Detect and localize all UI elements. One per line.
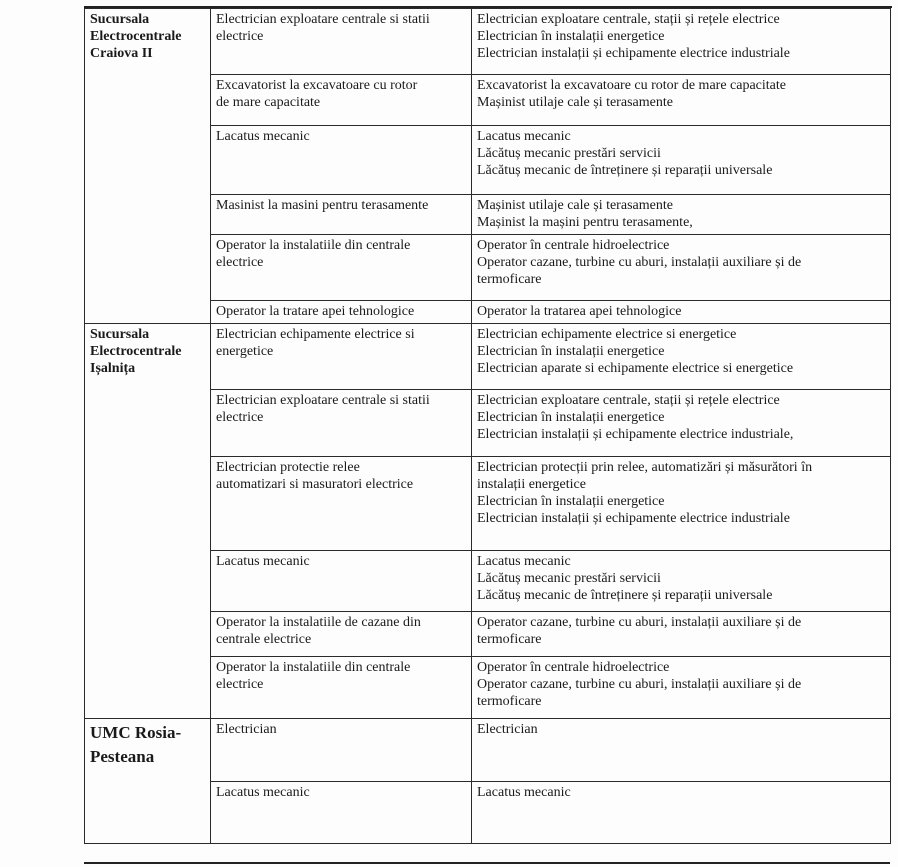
text-line: Electrician echipamente electrice si energetice <box>477 327 737 342</box>
text-line: Electrician în instalații energetice <box>477 344 665 359</box>
text-line: Mașinist utilaje cale și terasamente <box>477 95 673 110</box>
text-line: Lacatus mecanic <box>477 129 571 144</box>
function-cell <box>211 301 472 324</box>
occupations-cell <box>472 390 891 457</box>
occupations-cell <box>472 301 891 324</box>
text-line: Operator cazane, turbine cu aburi, instalații auxiliare și de <box>477 255 802 270</box>
text-line: Sucursala <box>90 12 150 27</box>
text-line: electrice <box>216 410 264 425</box>
text-line: Electrician echipamente electrice si <box>216 327 415 342</box>
text-line: Operator la instalatiile din centrale <box>216 660 411 675</box>
bottom-border <box>84 862 890 864</box>
text-line: Operator în centrale hidroelectrice <box>477 660 670 675</box>
text-line: Lăcătuș mecanic de întreținere și reparații universale <box>477 163 773 178</box>
text-line: Electrician în instalații energetice <box>477 29 665 44</box>
function-cell <box>211 782 472 844</box>
text-line: Electrician protecții prin relee, automatizări și măsurători în <box>477 460 813 475</box>
text-line: Electrician în instalații energetice <box>477 410 665 425</box>
text-line: automatizari si masuratori electrice <box>216 477 414 492</box>
text-line: termoficare <box>477 694 542 709</box>
text-line: Operator în centrale hidroelectrice <box>477 238 670 253</box>
function-cell <box>211 235 472 301</box>
function-cell <box>211 612 472 657</box>
occupations-cell <box>472 551 891 612</box>
function-cell <box>211 719 472 782</box>
text-line: Electrician <box>477 722 538 737</box>
text-line: Lăcătuș mecanic prestări servicii <box>477 571 661 586</box>
text-line: Electrician <box>216 722 277 737</box>
occupations-cell <box>472 657 891 719</box>
text-line: Electrician exploatare centrale si statii <box>216 393 430 408</box>
function-cell <box>211 390 472 457</box>
function-cell <box>211 126 472 195</box>
text-line: Electrician aparate si echipamente electrice si energetice <box>477 361 794 376</box>
text-line: Electrician exploatare centrale, stații și rețele electrice <box>477 393 780 408</box>
text-line: Mașinist utilaje cale și terasamente <box>477 198 673 213</box>
text-line: Lacatus mecanic <box>216 129 310 144</box>
text-line: Operator cazane, turbine cu aburi, instalații auxiliare și de <box>477 615 802 630</box>
text-line: Sucursala <box>90 327 150 342</box>
text-line: Operator la tratarea apei tehnologice <box>477 304 682 319</box>
text-line: Lacatus mecanic <box>477 554 571 569</box>
table-row <box>85 324 891 390</box>
table-row <box>85 719 891 782</box>
text-line: electrice <box>216 255 264 270</box>
occupations-cell <box>472 126 891 195</box>
occupations-cell <box>472 719 891 782</box>
text-line: instalații energetice <box>477 477 586 492</box>
occupations-cell <box>472 782 891 844</box>
branch-cell <box>85 324 211 719</box>
text-line: Lăcătuș mecanic prestări servicii <box>477 146 661 161</box>
text-line: Lacatus mecanic <box>477 785 571 800</box>
text-line: Operator la instalatiile din centrale <box>216 238 411 253</box>
text-line: centrale electrice <box>216 632 312 647</box>
text-line: Ișalnița <box>90 361 136 376</box>
text-line: Lăcătuș mecanic de întreținere și reparații universale <box>477 588 773 603</box>
text-line: Lacatus mecanic <box>216 785 310 800</box>
text-line: Operator la instalatiile de cazane din <box>216 615 421 630</box>
function-cell <box>211 75 472 126</box>
text-line: Electrician instalații și echipamente electrice industriale <box>477 46 790 61</box>
text-line: electrice <box>216 677 264 692</box>
occupations-cell <box>472 9 891 75</box>
occupations-cell <box>472 235 891 301</box>
text-line: energetice <box>216 344 274 359</box>
occupations-cell <box>472 457 891 551</box>
text-line: Electrician instalații și echipamente electrice industriale, <box>477 427 794 442</box>
text-line: Operator la tratare apei tehnologice <box>216 304 415 319</box>
text-line: termoficare <box>477 272 542 287</box>
branch-cell <box>85 9 211 324</box>
occupations-cell <box>472 324 891 390</box>
text-line: Electrocentrale <box>90 29 182 44</box>
top-border <box>84 0 892 8</box>
function-cell <box>211 195 472 235</box>
text-line: Electrician exploatare centrale, stații și rețele electrice <box>477 12 780 27</box>
text-line: de mare capacitate <box>216 95 321 110</box>
text-line: Electrician exploatare centrale si statii <box>216 12 430 27</box>
text-line: Craiova II <box>90 46 153 61</box>
text-line: Operator cazane, turbine cu aburi, instalații auxiliare și de <box>477 677 802 692</box>
text-line: UMC Rosia- <box>90 723 182 742</box>
function-cell <box>211 551 472 612</box>
text-line: Electrician protectie relee <box>216 460 360 475</box>
text-line: Pesteana <box>90 747 155 766</box>
table-row <box>85 9 891 75</box>
text-line: Excavatorist la excavatoare cu rotor <box>216 78 418 93</box>
branch-cell <box>85 719 211 844</box>
text-line: Masinist la masini pentru terasamente <box>216 198 429 213</box>
text-line: Electrician în instalații energetice <box>477 494 665 509</box>
text-line: termoficare <box>477 632 542 647</box>
text-line: Lacatus mecanic <box>216 554 310 569</box>
occupations-cell <box>472 195 891 235</box>
function-cell <box>211 324 472 390</box>
text-line: electrice <box>216 29 264 44</box>
function-cell <box>211 457 472 551</box>
text-line: Excavatorist la excavatoare cu rotor de mare capacitate <box>477 78 786 93</box>
table-body <box>85 9 891 844</box>
text-line: Electrician instalații și echipamente electrice industriale <box>477 511 790 526</box>
occupations-cell <box>472 612 891 657</box>
function-cell <box>211 9 472 75</box>
text-line: Mașinist la mașini pentru terasamente, <box>477 215 693 230</box>
occupations-table <box>84 8 891 844</box>
function-cell <box>211 657 472 719</box>
occupations-cell <box>472 75 891 126</box>
text-line: Electrocentrale <box>90 344 182 359</box>
